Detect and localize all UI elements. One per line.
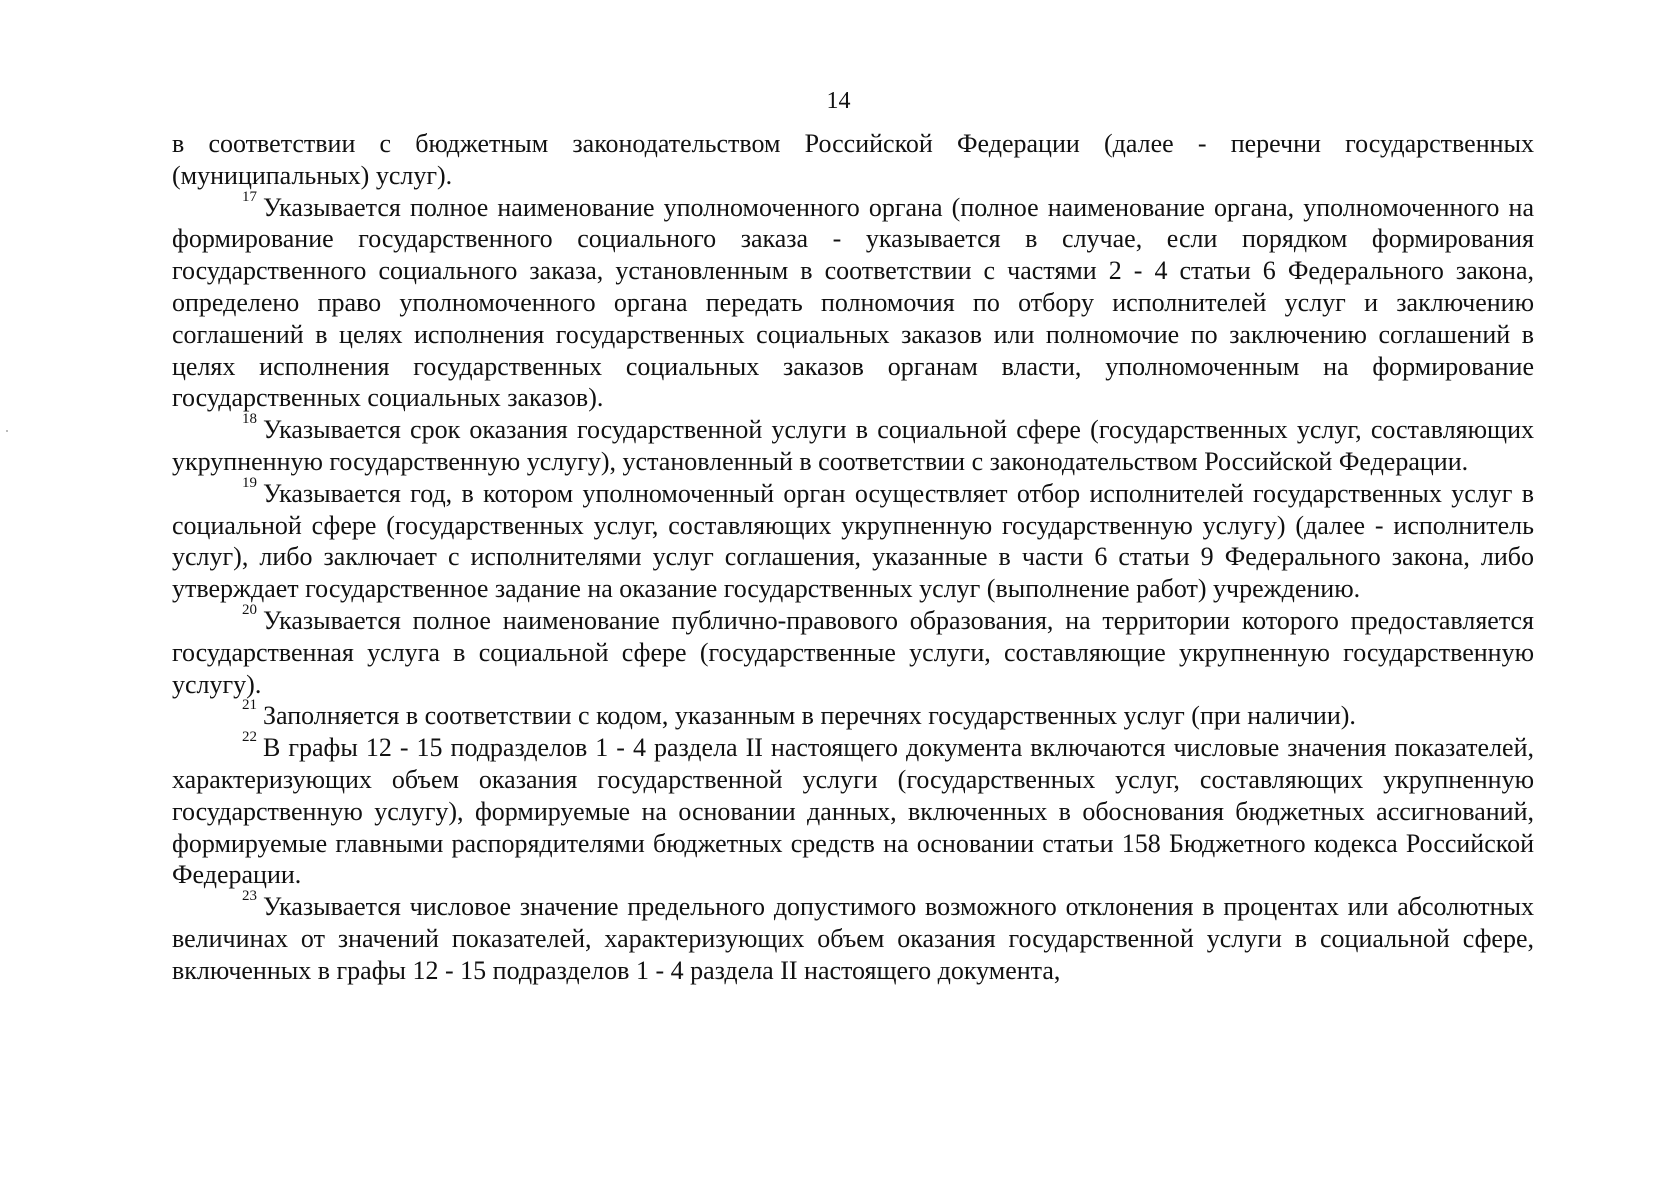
footnote-text: В графы 12 - 15 подразделов 1 - 4 раздела II настоящего документа включаются числовые значения показателей, характеризующих объем оказания государственной услуги (государственных услуг, составляющих укрупненную государственную услугу), формируемые на основании данных, включенных в обоснования бюджетных ассигнований, формируемые главными распорядителями бюджетных средств на основании статьи 158 Бюджетного кодекса Российской Федерации. — [172, 733, 1534, 890]
document-body — [172, 128, 1534, 987]
footnote-number: 23 — [242, 888, 257, 905]
page-number: 14 — [826, 88, 851, 114]
footnote-number: 21 — [242, 697, 257, 714]
footnote-22 — [172, 729, 1534, 891]
footnote-number: 19 — [242, 474, 257, 491]
footnote-20 — [172, 601, 1534, 700]
footnote-text: Указывается полное наименование публично-правового образования, на территории которого предоставляется государственная услуга в социальной сфере (государственные услуги, составляющие укрупненную государственную услугу). — [172, 605, 1534, 699]
footnote-text: Указывается срок оказания государственной услуги в социальной сфере (государственных услуг, составляющих укрупненную государственную услугу), установленный в соответствии с законодательством Российской Федерации. — [172, 415, 1534, 476]
footnote-text: Указывается год, в котором уполномоченный орган осуществляет отбор исполнителей государственных услуг в социальной сфере (государственных услуг, составляющих укрупненную государственную услугу) (далее - исполнитель услуг), либо заключает с исполнителями услуг соглашения, указанные в части 6 статьи 9 Федерального закона, либо утверждает государственное задание на оказание государственных услуг (выполнение работ) учреждению. — [172, 478, 1534, 604]
scan-speck — [6, 430, 8, 432]
footnote-text: Указывается полное наименование уполномоченного органа (полное наименование органа, уполномоченного на формирование государственного социального заказа - указывается в случае, если порядком формирования государственного социального заказа, установленным в соответствии с частями 2 - 4 статьи 6 Федерального закона, определено право уполномоченного органа передать полномочия по отбору исполнителей услуг и заключению соглашений в целях исполнения государственных социальных заказов или полномочие по заключению соглашений в целях исполнения государственных социальных заказов органам власти, уполномоченным на формирование государственных социальных заказов). — [172, 192, 1534, 413]
footnote-number: 20 — [242, 601, 257, 618]
footnote-19 — [172, 474, 1534, 605]
footnote-23 — [172, 888, 1534, 986]
footnote-text: Указывается числовое значение предельного допустимого возможного отклонения в процентах или абсолютных величинах от значений показателей, характеризующих объем оказания государственной услуги в социальной сфере, включенных в графы 12 - 15 подразделов 1 - 4 раздела II настоящего документа, — [172, 892, 1534, 985]
footnote-21 — [172, 697, 1534, 732]
footnote-number: 18 — [242, 411, 257, 428]
continuation-paragraph: в соответствии с бюджетным законодательством Российской Федерации (далее - перечни государственных (муниципальных) услуг). — [172, 129, 1534, 190]
footnote-18 — [172, 411, 1534, 478]
footnote-number: 22 — [242, 729, 257, 746]
footnote-text: Заполняется в соответствии с кодом, указанным в перечнях государственных услуг (при наличии). — [263, 701, 1356, 731]
footnote-17 — [172, 188, 1534, 415]
footnote-number: 17 — [242, 188, 257, 205]
